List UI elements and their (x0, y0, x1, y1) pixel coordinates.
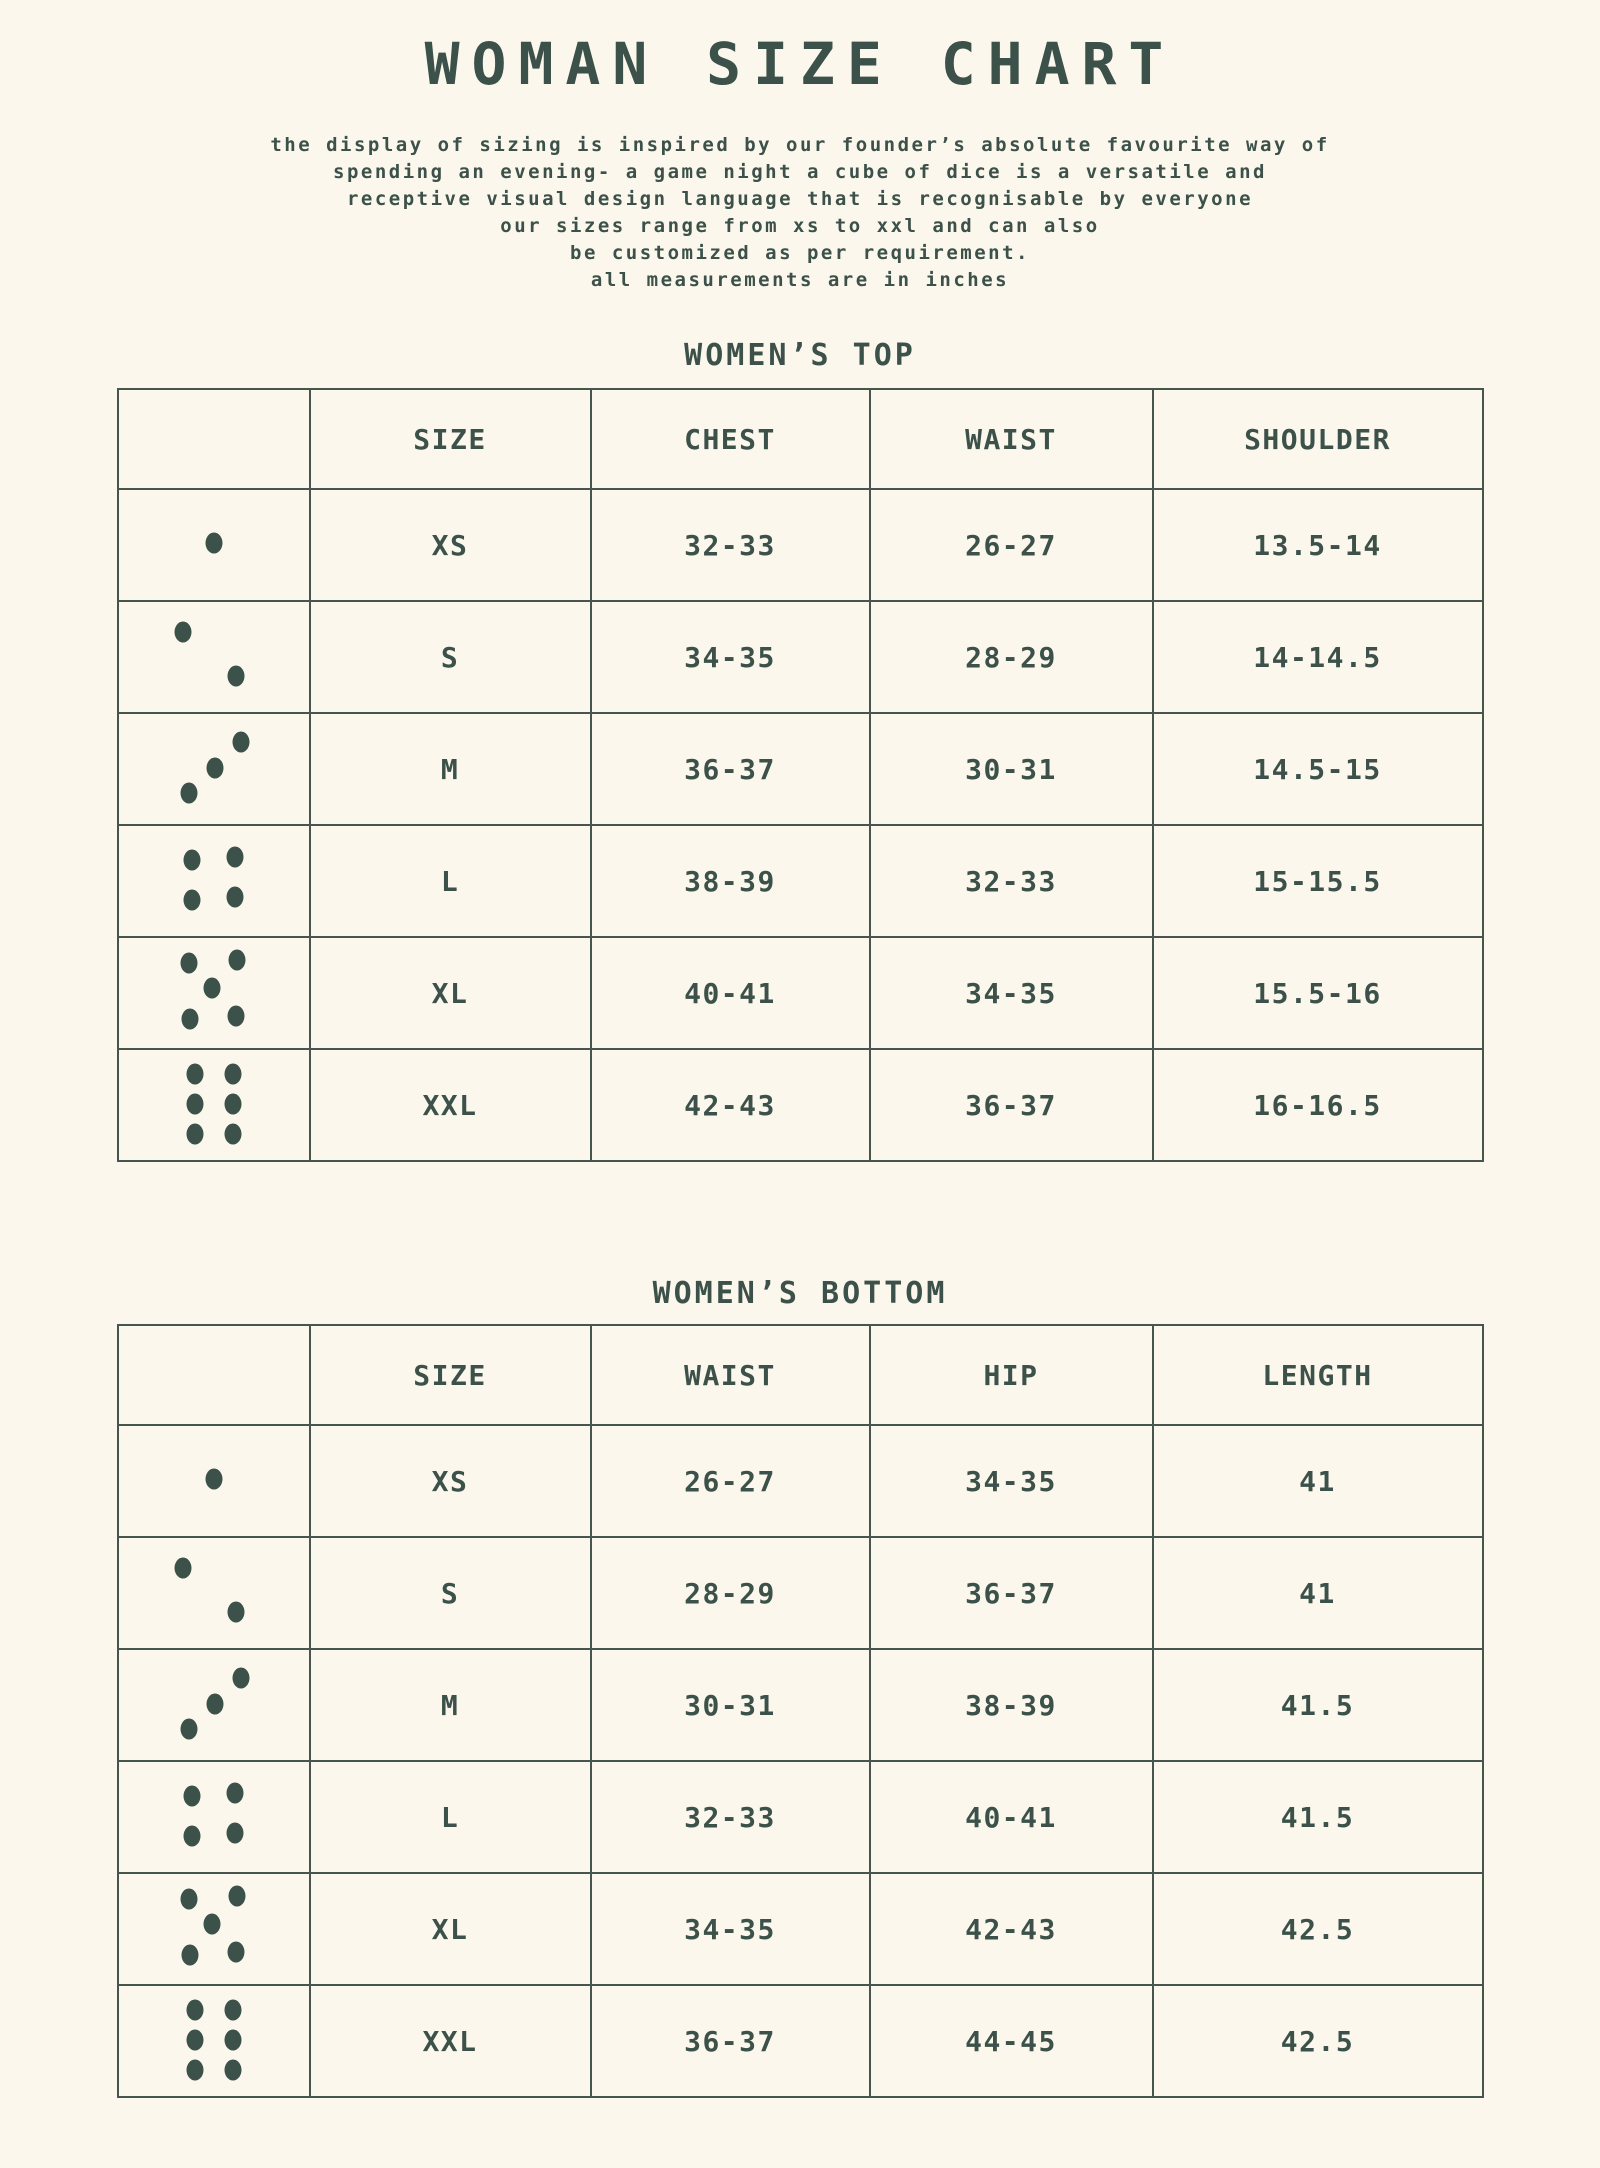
dice-dot (228, 1886, 245, 1907)
length-cell: 41 (1153, 1537, 1483, 1649)
womens-bottom-table (117, 1324, 1484, 2098)
header-icon-cell (118, 389, 310, 489)
dice-cell (118, 1761, 310, 1873)
header-shoulder: SHOULDER (1153, 389, 1483, 489)
dice-cell (118, 1873, 310, 1985)
hip-cell: 36-37 (870, 1537, 1153, 1649)
hip-cell: 44-45 (870, 1985, 1153, 2097)
intro-line: all measurements are in inches (590, 269, 1010, 291)
dice-5-icon (159, 1874, 269, 1984)
dice-dot (227, 666, 244, 687)
dice-dot (206, 1694, 223, 1715)
dice-2-icon (159, 1538, 269, 1648)
dice-dot (205, 533, 222, 554)
dice-4-icon (159, 826, 269, 936)
size-cell: XXL (310, 1985, 591, 2097)
dice-dot (203, 1914, 220, 1935)
chest-cell: 40-41 (591, 937, 870, 1049)
dice-cell (118, 1049, 310, 1161)
dice-dot (186, 1094, 203, 1115)
dice-dot (186, 2000, 203, 2021)
womens-top-title: WOMEN’S TOP (684, 338, 916, 373)
dice-5-icon (159, 938, 269, 1048)
womens-top-table (117, 388, 1484, 1162)
size-cell: XXL (310, 1049, 591, 1161)
hip-cell: 38-39 (870, 1649, 1153, 1761)
intro-line: spending an evening- a game night a cube of dice is a versatile and (333, 161, 1267, 183)
dice-dot (226, 847, 243, 868)
shoulder-cell: 13.5-14 (1153, 489, 1483, 601)
header-chest: CHEST (591, 389, 870, 489)
chest-cell: 36-37 (591, 713, 870, 825)
table-row (118, 937, 1483, 1049)
length-cell: 42.5 (1153, 1985, 1483, 2097)
waist-cell: 30-31 (591, 1649, 870, 1761)
dice-dot (183, 890, 200, 911)
dice-dot (224, 2060, 241, 2081)
table-row (118, 825, 1483, 937)
dice-dot (183, 850, 200, 871)
size-cell: M (310, 1649, 591, 1761)
chest-cell: 32-33 (591, 489, 870, 601)
waist-cell: 26-27 (870, 489, 1153, 601)
shoulder-cell: 14.5-15 (1153, 713, 1483, 825)
waist-cell: 34-35 (870, 937, 1153, 1049)
dice-dot (232, 732, 249, 753)
table-row (118, 1649, 1483, 1761)
dice-cell (118, 489, 310, 601)
size-cell: XS (310, 489, 591, 601)
dice-dot (180, 783, 197, 804)
dice-cell (118, 713, 310, 825)
waist-cell: 32-33 (870, 825, 1153, 937)
dice-4-icon (159, 1762, 269, 1872)
dice-cell (118, 1537, 310, 1649)
dice-dot (226, 1783, 243, 1804)
dice-dot (224, 1124, 241, 1145)
dice-dot (224, 2000, 241, 2021)
dice-dot (227, 1942, 244, 1963)
dice-dot (186, 2030, 203, 2051)
dice-1-icon (159, 490, 269, 600)
shoulder-cell: 14-14.5 (1153, 601, 1483, 713)
header-row (118, 1325, 1483, 1425)
waist-cell: 28-29 (870, 601, 1153, 713)
womens-top-section (0, 340, 1600, 1162)
header-waist: WAIST (591, 1325, 870, 1425)
dice-dot (227, 1602, 244, 1623)
header-hip: HIP (870, 1325, 1153, 1425)
shoulder-cell: 16-16.5 (1153, 1049, 1483, 1161)
dice-dot (181, 1945, 198, 1966)
dice-dot (186, 1064, 203, 1085)
dice-dot (180, 1719, 197, 1740)
dice-cell (118, 937, 310, 1049)
waist-cell: 30-31 (870, 713, 1153, 825)
dice-cell (118, 1985, 310, 2097)
size-cell: XL (310, 937, 591, 1049)
dice-dot (183, 1786, 200, 1807)
table-row (118, 1985, 1483, 2097)
intro-line: the display of sizing is inspired by our founder’s absolute favourite way of (270, 134, 1330, 156)
intro-line: our sizes range from xs to xxl and can also (500, 215, 1100, 237)
dice-dot (232, 1668, 249, 1689)
dice-dot (180, 1889, 197, 1910)
dice-dot (224, 2030, 241, 2051)
table-row (118, 713, 1483, 825)
header-size: SIZE (310, 389, 591, 489)
size-cell: S (310, 1537, 591, 1649)
waist-cell: 36-37 (591, 1985, 870, 2097)
dice-dot (174, 622, 191, 643)
hip-cell: 34-35 (870, 1425, 1153, 1537)
dice-dot (203, 978, 220, 999)
waist-cell: 28-29 (591, 1537, 870, 1649)
dice-3-icon (159, 714, 269, 824)
dice-1-icon (159, 1426, 269, 1536)
header-length: LENGTH (1153, 1325, 1483, 1425)
dice-dot (228, 950, 245, 971)
table-row (118, 1537, 1483, 1649)
dice-2-icon (159, 602, 269, 712)
dice-dot (206, 758, 223, 779)
table-row (118, 1873, 1483, 1985)
dice-dot (224, 1064, 241, 1085)
table-row (118, 1425, 1483, 1537)
length-cell: 41.5 (1153, 1649, 1483, 1761)
size-cell: L (310, 825, 591, 937)
dice-dot (181, 1009, 198, 1030)
size-cell: XS (310, 1425, 591, 1537)
womens-bottom-title: WOMEN’S BOTTOM (652, 1276, 948, 1311)
shoulder-cell: 15.5-16 (1153, 937, 1483, 1049)
waist-cell: 26-27 (591, 1425, 870, 1537)
chest-cell: 34-35 (591, 601, 870, 713)
waist-cell: 34-35 (591, 1873, 870, 1985)
dice-dot (180, 953, 197, 974)
page-title: WOMAN SIZE CHART (424, 30, 1176, 98)
header-waist: WAIST (870, 389, 1153, 489)
chest-cell: 38-39 (591, 825, 870, 937)
header-row (118, 389, 1483, 489)
dice-dot (224, 1094, 241, 1115)
dice-cell (118, 601, 310, 713)
size-cell: L (310, 1761, 591, 1873)
dice-dot (226, 887, 243, 908)
size-cell: S (310, 601, 591, 713)
chest-cell: 42-43 (591, 1049, 870, 1161)
dice-dot (227, 1006, 244, 1027)
size-cell: M (310, 713, 591, 825)
table-row (118, 1761, 1483, 1873)
dice-3-icon (159, 1650, 269, 1760)
length-cell: 41 (1153, 1425, 1483, 1537)
dice-6-icon (159, 1986, 269, 2096)
table-row (118, 1049, 1483, 1161)
dice-cell (118, 1649, 310, 1761)
table-row (118, 489, 1483, 601)
header-icon-cell (118, 1325, 310, 1425)
dice-dot (186, 1124, 203, 1145)
intro-text (0, 132, 1600, 294)
dice-6-icon (159, 1050, 269, 1160)
intro-line: be customized as per requirement. (570, 242, 1030, 264)
intro-line: receptive visual design language that is recognisable by everyone (346, 188, 1254, 210)
length-cell: 41.5 (1153, 1761, 1483, 1873)
dice-dot (186, 2060, 203, 2081)
dice-dot (226, 1823, 243, 1844)
dice-dot (183, 1826, 200, 1847)
womens-bottom-section (0, 1278, 1600, 2098)
shoulder-cell: 15-15.5 (1153, 825, 1483, 937)
table-row (118, 601, 1483, 713)
waist-cell: 36-37 (870, 1049, 1153, 1161)
dice-cell (118, 1425, 310, 1537)
size-cell: XL (310, 1873, 591, 1985)
header-size: SIZE (310, 1325, 591, 1425)
dice-cell (118, 825, 310, 937)
waist-cell: 32-33 (591, 1761, 870, 1873)
hip-cell: 40-41 (870, 1761, 1153, 1873)
dice-dot (174, 1558, 191, 1579)
dice-dot (205, 1469, 222, 1490)
hip-cell: 42-43 (870, 1873, 1153, 1985)
length-cell: 42.5 (1153, 1873, 1483, 1985)
